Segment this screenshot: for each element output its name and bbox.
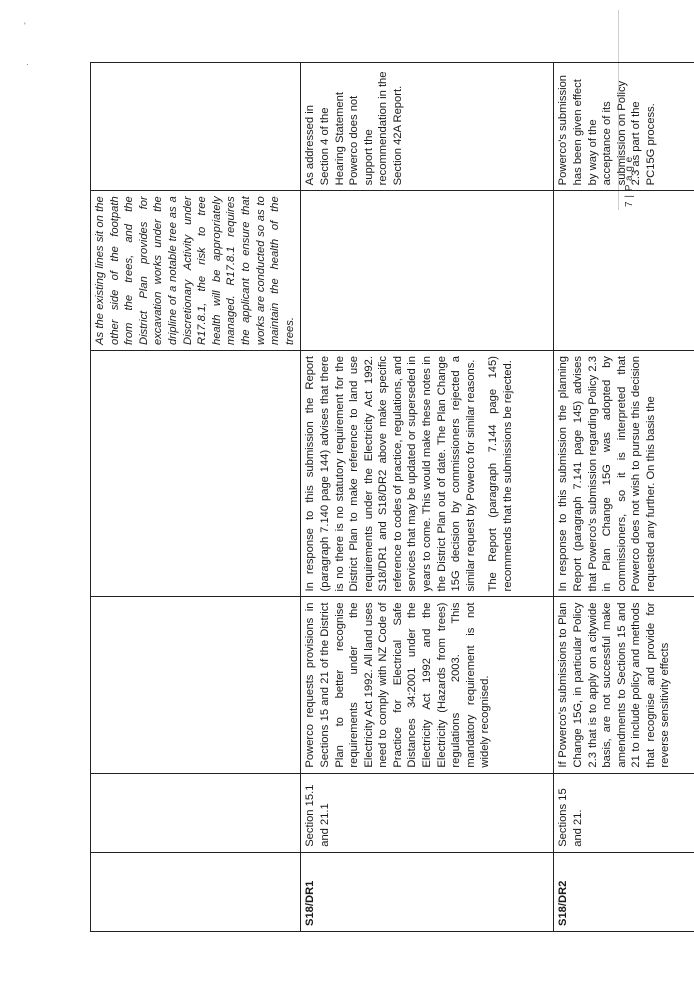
submission-id-cell: S18/DR2: [554, 852, 694, 931]
section-cell: Section 15.1 and 21.1: [301, 773, 554, 852]
table-row: [91, 63, 301, 932]
page-number: 7 | P a g e: [624, 156, 635, 207]
section-cell: [91, 773, 301, 852]
report-cell: [91, 351, 301, 597]
scan-mark: ': [24, 21, 26, 31]
submissions-table: [90, 62, 694, 932]
report-cell: [301, 351, 554, 597]
request-cell: Powerco requests provisions in Sections 15 and 21 of the District Plan to better recognise requirements under the Electricity Act 1992. All land uses need to comply with NZ Code of Practice for Electrical Safe Distances 34:2001 under the Electricity Act 1992 and the Electricity (Hazards from trees) regulations 2003. This mandatory requirement is not widely recognised.: [301, 597, 554, 773]
table-row: [554, 63, 694, 932]
request-cell: If Powerco's submissions to Plan Change 15G, in particular Policy 2.3 that is to apply on a citywide basis, are not successful make amendments to Sections 15 and 21 to include policy and methods that recognise and provide for reverse sensitivity effects: [554, 597, 694, 773]
report-cell: In response to this submission the planning Report (paragraph 7.141 page 145) advises that Powerco's submission regarding Policy 2.3 in Plan Change 15G was adopted by commissioners, so it is interpreted that Powerco does not wish to pursue this decision requested any further. On this basis the: [554, 351, 694, 597]
report-paragraph: In response to this submission the Report (paragraph 7.140 page 144) advises that there is no there is no statutory requirement for the District Plan to make reference to land use requirements under the Electricity Act 1992. S18/DR1 and S18/DR2 above make specific reference to codes of practice, regulations, and services that may be updated or superseded in years to come. This would make these notes in the District Plan out of date. The Plan Change 15G decision by commissioners rejected a similar request by Powerco for similar reasons.: [304, 356, 477, 592]
submission-id-cell: [91, 852, 301, 931]
note-cell: [554, 191, 694, 351]
note-cell: [301, 191, 554, 351]
response-cell: [91, 63, 301, 191]
response-cell: As addressed in Section 4 of the Hearing Statement Powerco does not support the recommendation in the Section 42A Report.: [301, 63, 554, 191]
submission-id-cell: S18/DR1: [301, 852, 554, 931]
request-cell: [91, 597, 301, 773]
scan-mark: ·: [26, 59, 29, 69]
response-cell: Powerco's submission has been given effect by way of the acceptance of its submission on Policy 2.3 as part of the PC15G process.: [554, 63, 694, 191]
section-cell: Sections 15 and 21.: [554, 773, 694, 852]
table-row: [301, 63, 554, 932]
report-paragraph: The Report (paragraph 7.144 page 145) recommends that the submissions be rejected.: [487, 356, 515, 592]
note-cell: As the existing lines sit on the other side of the footpath from the trees, and the District Plan provides for excavation works under the dripline of a notable tree as a Discretionary Activity under R17.8.1, the risk to tree health will be appropriately managed. R17.8.1 requires the applicant to ensure that works are conducted so as to maintain the health of the trees.: [91, 191, 301, 351]
